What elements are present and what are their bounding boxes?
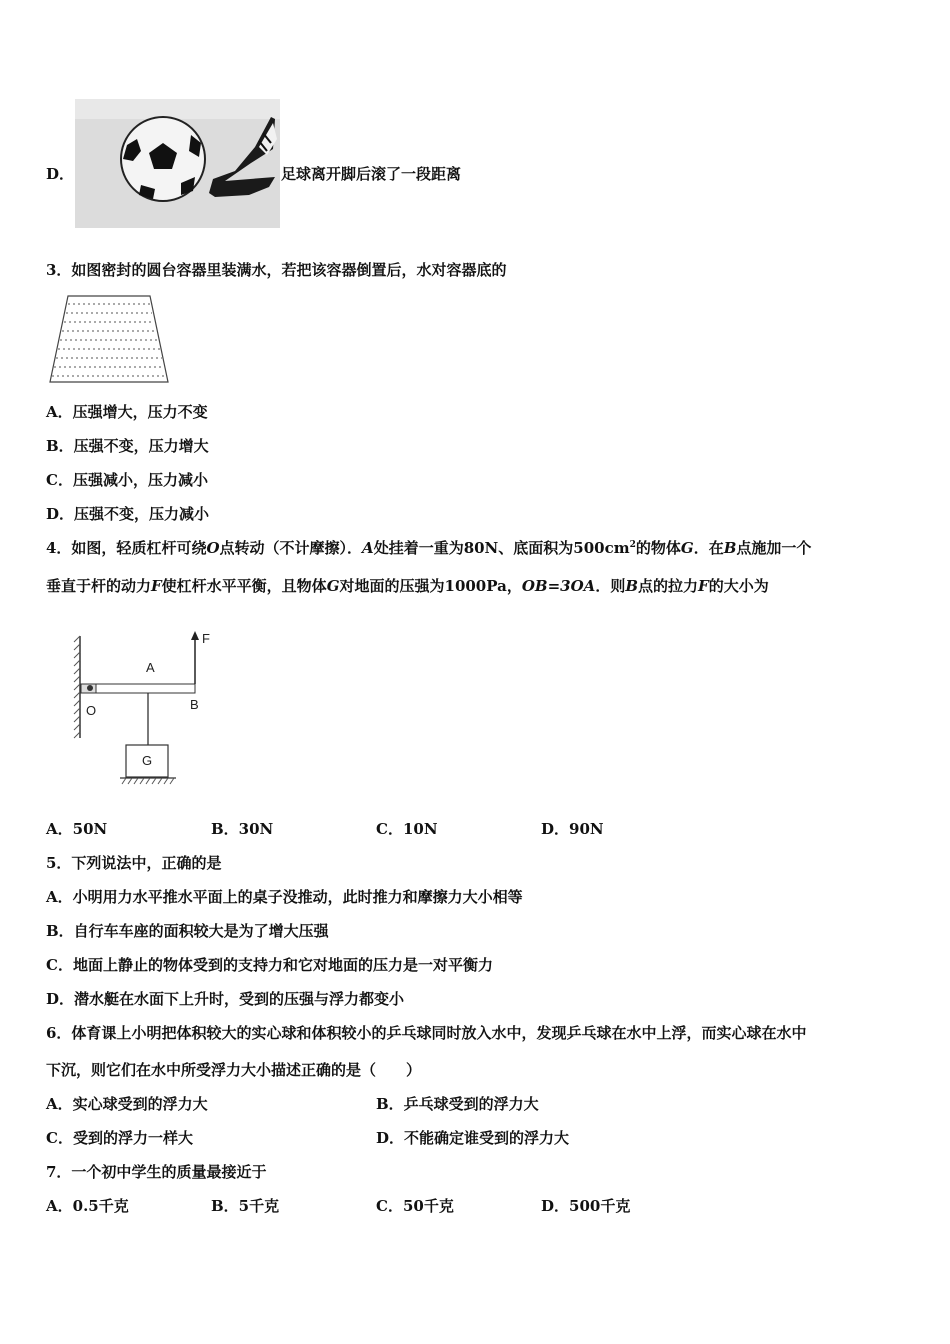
- q2-option-d-label: D．: [46, 165, 75, 183]
- football-kick-photo: [75, 99, 280, 228]
- q5-option-a: A．小明用力水平推水平面上的桌子没推动，此时推力和摩擦力大小相等: [46, 888, 523, 906]
- q2-option-d-text: 足球离开脚后滚了一段距离: [281, 165, 462, 183]
- lever-label-a: A: [146, 660, 155, 675]
- lever-label-f: F: [202, 631, 210, 646]
- lever-label-o: O: [86, 703, 97, 718]
- q4-option-b: B．30N: [211, 820, 274, 838]
- q5-option-b: B．自行车车座的面积较大是为了增大压强: [46, 922, 329, 940]
- q5-option-d: D．潜水艇在水面下上升时，受到的压强与浮力都变小: [46, 990, 405, 1008]
- q3-option-b: B．压强不变，压力增大: [46, 437, 209, 455]
- lever-label-b: B: [190, 697, 199, 712]
- q7-stem: 7．一个初中学生的质量最接近于: [46, 1163, 267, 1181]
- q7-option-b: B．5千克: [211, 1197, 280, 1215]
- q4-option-d: D．90N: [541, 820, 604, 838]
- q7-option-c: C．50千克: [376, 1197, 454, 1215]
- q4-option-a: A．50N: [46, 820, 108, 838]
- q3-option-d: D．压强不变，压力减小: [46, 505, 210, 523]
- lever-label-g: G: [142, 753, 153, 768]
- q6-option-a: A．实心球受到的浮力大: [46, 1095, 208, 1113]
- q3-stem: 3．如图密封的圆台容器里装满水，若把该容器倒置后，水对容器底的: [46, 261, 507, 279]
- frustum-container-figure: [46, 294, 172, 390]
- q6-stem-line2: 下沉，则它们在水中所受浮力大小描述正确的是（ ）: [46, 1061, 422, 1079]
- lever-figure: [70, 628, 230, 796]
- q6-option-c: C．受到的浮力一样大: [46, 1129, 193, 1147]
- q4-stem-line2: 垂直于杆的动力F使杠杆水平平衡，且物体G对地面的压强为1000Pa，OB=3OA．则B点的拉力F的大小为: [46, 577, 769, 595]
- q6-stem-line1: 6．体育课上小明把体积较大的实心球和体积较小的乒乓球同时放入水中，发现乒乓球在水中上浮，而实心球在水中: [46, 1024, 807, 1042]
- q4-stem-line1: 4．如图，轻质杠杆可绕O点转动（不计摩擦）．A处挂着一重为80N、底面积为$500cm^2$的物体G．在B点施加一个: [46, 539, 812, 557]
- q3-option-a: A．压强增大，压力不变: [46, 403, 208, 421]
- q6-option-d: D．不能确定谁受到的浮力大: [376, 1129, 570, 1147]
- q7-option-a: A．0.5千克: [46, 1197, 129, 1215]
- q5-stem: 5．下列说法中，正确的是: [46, 854, 222, 872]
- q4-option-c: C．10N: [376, 820, 438, 838]
- q7-option-d: D．500千克: [541, 1197, 631, 1215]
- q6-option-b: B．乒乓球受到的浮力大: [376, 1095, 539, 1113]
- q3-option-c: C．压强减小，压力减小: [46, 471, 208, 489]
- q5-option-c: C．地面上静止的物体受到的支持力和它对地面的压力是一对平衡力: [46, 956, 493, 974]
